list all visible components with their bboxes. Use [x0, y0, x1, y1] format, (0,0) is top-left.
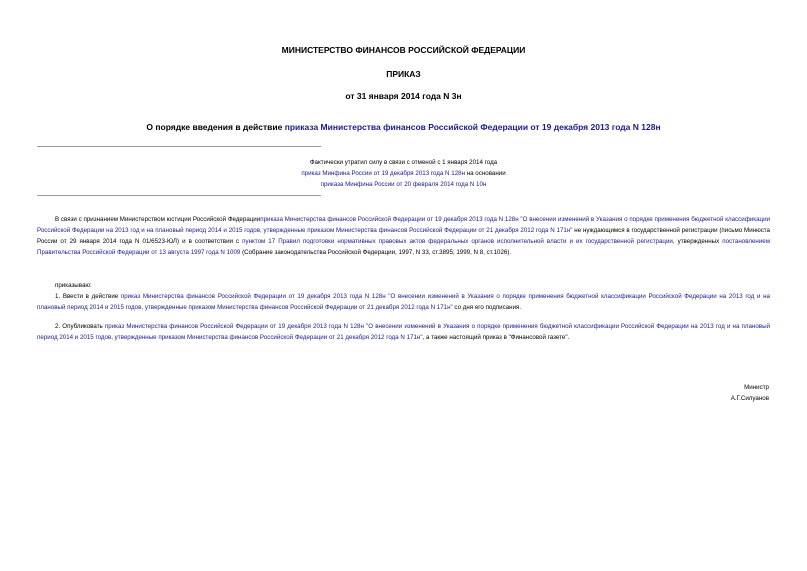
document-type: ПРИКАЗ — [386, 69, 421, 79]
item-2-text-1: 2. Опубликовать — [55, 323, 105, 330]
preamble-text-4: (Собрание законодательства Российской Федерации, 1997, N 33, ст.3895; 1999, N 8, ст.1026). — [240, 249, 512, 256]
document-date: от 31 января 2014 года N 3н — [345, 91, 462, 101]
item-1-paragraph — [37, 291, 770, 313]
divider-bottom — [37, 195, 321, 196]
item-2-link[interactable]: приказ Министерства финансов Российской Федерации от 19 декабря 2013 года N 128н "О внесении изменений в Указания о порядке применения бюджетной классификации Российской Федерации на 2013 год и на плановый период 2014 и 2015 годов, утвержденные приказом Министерства финансов Российской Федерации от 21 декабря 2012 года N 171н" — [37, 323, 771, 341]
preamble-text-1: В связи с признанием Министерством юстиции Российской Федерации — [55, 216, 261, 223]
status-note — [0, 157, 807, 190]
signature-name: А.Г.Силуанов — [730, 395, 769, 402]
item-1-link[interactable]: приказ Министерства финансов Российской Федерации от 19 декабря 2013 года N 128н "О внесении изменений в Указания о порядке применения бюджетной классификации Российской Федерации на 2013 год и на плановый период 2014 и 2015 годов, утвержденные приказом Министерства финансов Российской Федерации от 21 декабря 2012 года N 171н" — [37, 293, 770, 311]
status-note-link-2[interactable]: приказа Минфина России от 20 февраля 2014 года N 10н — [320, 181, 487, 188]
item-1-text-1: 1. Ввести в действие — [55, 293, 121, 300]
document-title — [0, 122, 807, 132]
preamble-link-decree-1009[interactable]: постановлением Правительства Российской Федерации от 13 августа 1997 года N 1009 — [37, 238, 770, 256]
preamble-link-rules-p17[interactable]: пунктом 17 Правил подготовки нормативных правовых актов федеральных органов исполнительной власти и их государственной регистрации — [242, 238, 673, 245]
divider-top — [37, 146, 321, 147]
signature-block — [731, 382, 769, 404]
status-note-line-2 — [0, 168, 807, 179]
title-link[interactable]: приказа Министерства финансов Российской Федерации от 19 декабря 2013 года N 128н — [284, 122, 661, 132]
title-prefix: О порядке введения в действие — [146, 122, 285, 132]
status-note-line-3 — [0, 179, 807, 190]
status-note-line-1: Фактически утратил силу в связи с отменой с 1 января 2014 года — [309, 159, 498, 166]
ministry-name: МИНИСТЕРСТВО ФИНАНСОВ РОССИЙСКОЙ ФЕДЕРАЦИИ — [281, 45, 526, 55]
preamble-text-2: не нуждающимся в государственной регистрации (письмо Минюста России от 29 января 2014 года N 01/6523-ЮЛ) и в соответствии с — [37, 227, 771, 245]
preamble-text-3: , утвержденных — [672, 238, 723, 245]
preamble-link-order-128n[interactable]: приказа Министерства финансов Российской Федерации от 19 декабря 2013 года N 128н "О внесении изменений в Указания о порядке применения бюджетной классификации Российской Федерации на 2013 год и на плановый период 2014 и 2015 годов, утвержденные приказом Министерства финансов Российской Федерации от 21 декабря 2012 года N 171н" — [37, 216, 770, 234]
status-note-suffix: на основании — [465, 170, 506, 177]
signature-position: Министр — [744, 384, 769, 391]
item-1-text-2: со дня его подписания. — [452, 304, 522, 311]
item-2-paragraph — [37, 321, 770, 343]
preamble-paragraph — [37, 214, 770, 258]
item-2-text-2: , а также настоящий приказ в "Финансовой газете". — [422, 334, 570, 341]
status-note-link-1[interactable]: приказ Минфина России от 19 декабря 2013 года N 128н — [301, 170, 465, 177]
order-word: приказываю: — [55, 282, 92, 289]
